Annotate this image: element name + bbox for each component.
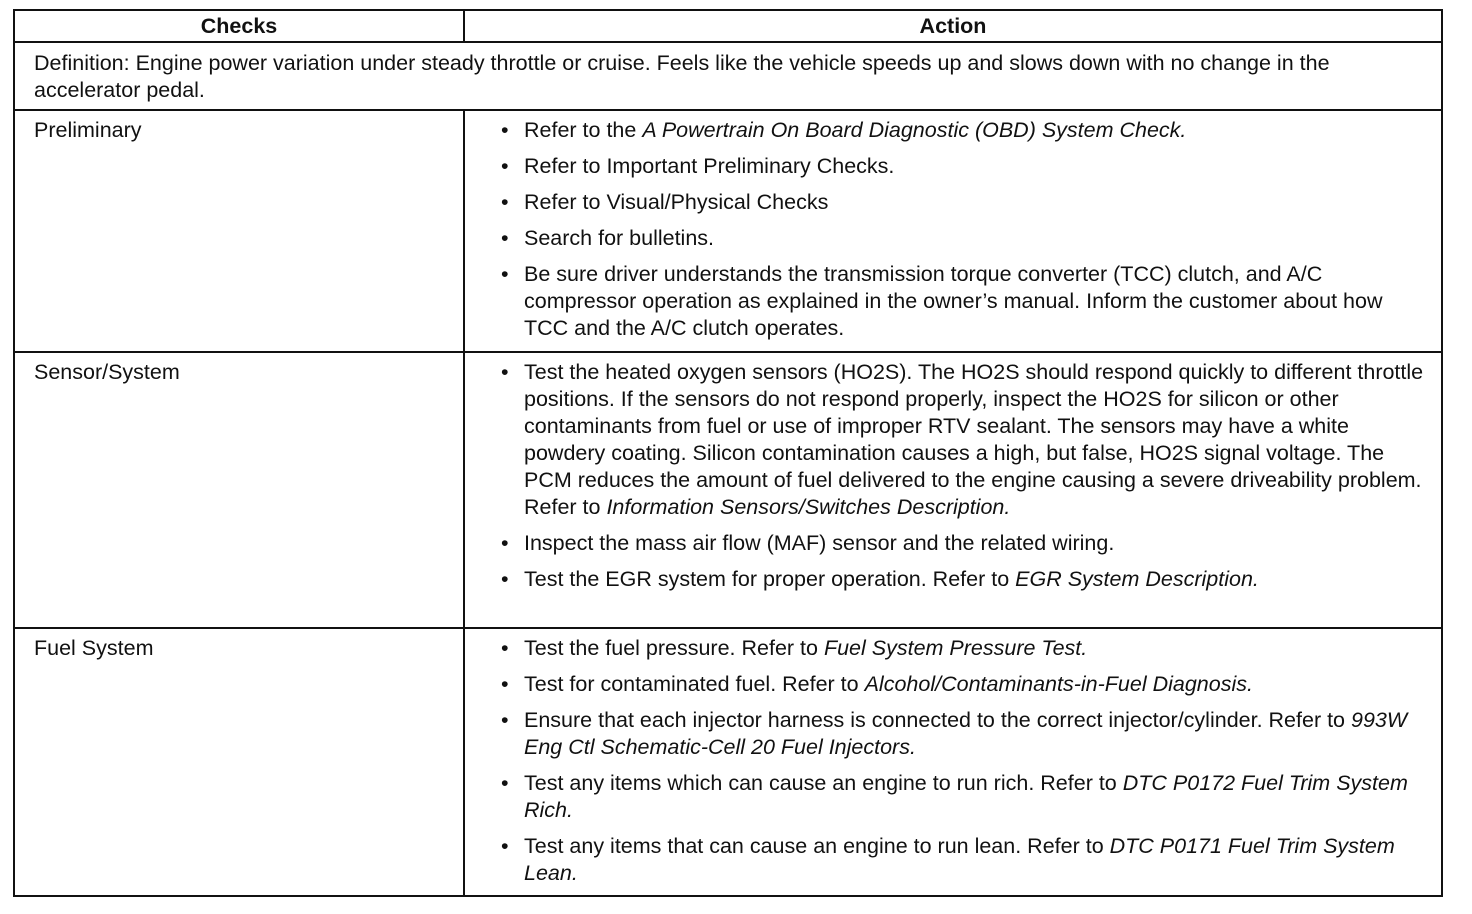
- action-item: [501, 359, 1427, 521]
- action-text: Ensure that each injector harness is connected to the correct injector/cylinder. Refer to: [524, 708, 1351, 732]
- action-list-fuel-system: [501, 635, 1427, 887]
- action-text: Test the heated oxygen sensors (HO2S). The HO2S should respond quickly to different throttle positions. If the sensors do not respond properly, inspect the HO2S for silicon or other contaminants from fuel or use of improper RTV sealant. The sensors may have a white powdery coating. Silicon contamination causes a high, but false, HO2S signal voltage. The PCM reduces the amount of fuel delivered to the engine causing a severe driveability problem. Refer to: [524, 360, 1424, 519]
- check-label-preliminary: Preliminary: [14, 110, 464, 352]
- bullet-icon: •: [501, 360, 509, 384]
- action-item: [501, 189, 1427, 216]
- reference-link: 993W Eng Ctl Schematic-Cell 20 Fuel Injectors.: [524, 708, 1408, 759]
- action-text: Test the EGR system for proper operation. Refer to: [524, 567, 1016, 591]
- action-item: [501, 117, 1427, 144]
- action-list-preliminary: [501, 117, 1427, 342]
- action-item: [501, 770, 1427, 824]
- bullet-icon: •: [501, 672, 509, 696]
- reference-link: Alcohol/Contaminants-in-Fuel Diagnosis.: [864, 672, 1253, 696]
- bullet-icon: •: [501, 636, 509, 660]
- action-header: Action: [464, 10, 1442, 42]
- action-item: [501, 671, 1427, 698]
- bullet-icon: •: [501, 262, 509, 286]
- definition-text: Definition: Engine power variation under steady throttle or cruise. Feels like the vehicle speeds up and slows down with no change in the accelerator pedal.: [14, 42, 1442, 110]
- action-cell-preliminary: [464, 110, 1442, 352]
- bullet-icon: •: [501, 531, 509, 555]
- action-item: [501, 261, 1427, 342]
- action-text: Inspect the mass air flow (MAF) sensor and the related wiring.: [524, 531, 1115, 555]
- action-list-sensor-system: [501, 359, 1427, 593]
- action-item: [501, 635, 1427, 662]
- bullet-icon: •: [501, 226, 509, 250]
- action-text: Test for contaminated fuel. Refer to: [524, 672, 865, 696]
- action-item: [501, 707, 1427, 761]
- action-text: Be sure driver understands the transmission torque converter (TCC) clutch, and A/C compressor operation as explained in the owner’s manual. Inform the customer about how TCC and the A/C clutch operates.: [524, 262, 1383, 340]
- check-label-sensor-system: Sensor/System: [14, 352, 464, 628]
- header-row: [14, 10, 1442, 42]
- action-item: [501, 153, 1427, 180]
- table-row: [14, 352, 1442, 628]
- reference-link: Fuel System Pressure Test.: [823, 636, 1088, 660]
- action-text: Refer to Visual/Physical Checks: [524, 190, 829, 214]
- action-item: [501, 566, 1427, 593]
- action-text: Test any items which can cause an engine to run rich. Refer to: [524, 771, 1123, 795]
- definition-row: [14, 42, 1442, 110]
- bullet-icon: •: [501, 567, 509, 591]
- check-label-fuel-system: Fuel System: [14, 628, 464, 896]
- action-text: Refer to the: [524, 118, 643, 142]
- action-text: Test any items that can cause an engine to run lean. Refer to: [524, 834, 1110, 858]
- bullet-icon: •: [501, 154, 509, 178]
- reference-link: EGR System Description.: [1015, 567, 1259, 591]
- reference-link: A Powertrain On Board Diagnostic (OBD) System Check.: [642, 118, 1187, 142]
- bullet-icon: •: [501, 190, 509, 214]
- bullet-icon: •: [501, 708, 509, 732]
- reference-link: DTC P0172 Fuel Trim System Rich.: [524, 771, 1408, 822]
- bullet-icon: •: [501, 834, 509, 858]
- action-cell-fuel-system: [464, 628, 1442, 896]
- action-item: [501, 530, 1427, 557]
- bullet-icon: •: [501, 771, 509, 795]
- action-text: Search for bulletins.: [524, 226, 715, 250]
- reference-link: Information Sensors/Switches Description.: [606, 495, 1011, 519]
- diagnostic-table: [13, 9, 1443, 897]
- checks-header: Checks: [14, 10, 464, 42]
- action-item: [501, 833, 1427, 887]
- action-item: [501, 225, 1427, 252]
- action-text: Test the fuel pressure. Refer to: [524, 636, 824, 660]
- action-cell-sensor-system: [464, 352, 1442, 628]
- action-text: Refer to Important Preliminary Checks.: [524, 154, 895, 178]
- table-row: [14, 110, 1442, 352]
- reference-link: DTC P0171 Fuel Trim System Lean.: [524, 834, 1395, 885]
- table-row: [14, 628, 1442, 896]
- bullet-icon: •: [501, 118, 509, 142]
